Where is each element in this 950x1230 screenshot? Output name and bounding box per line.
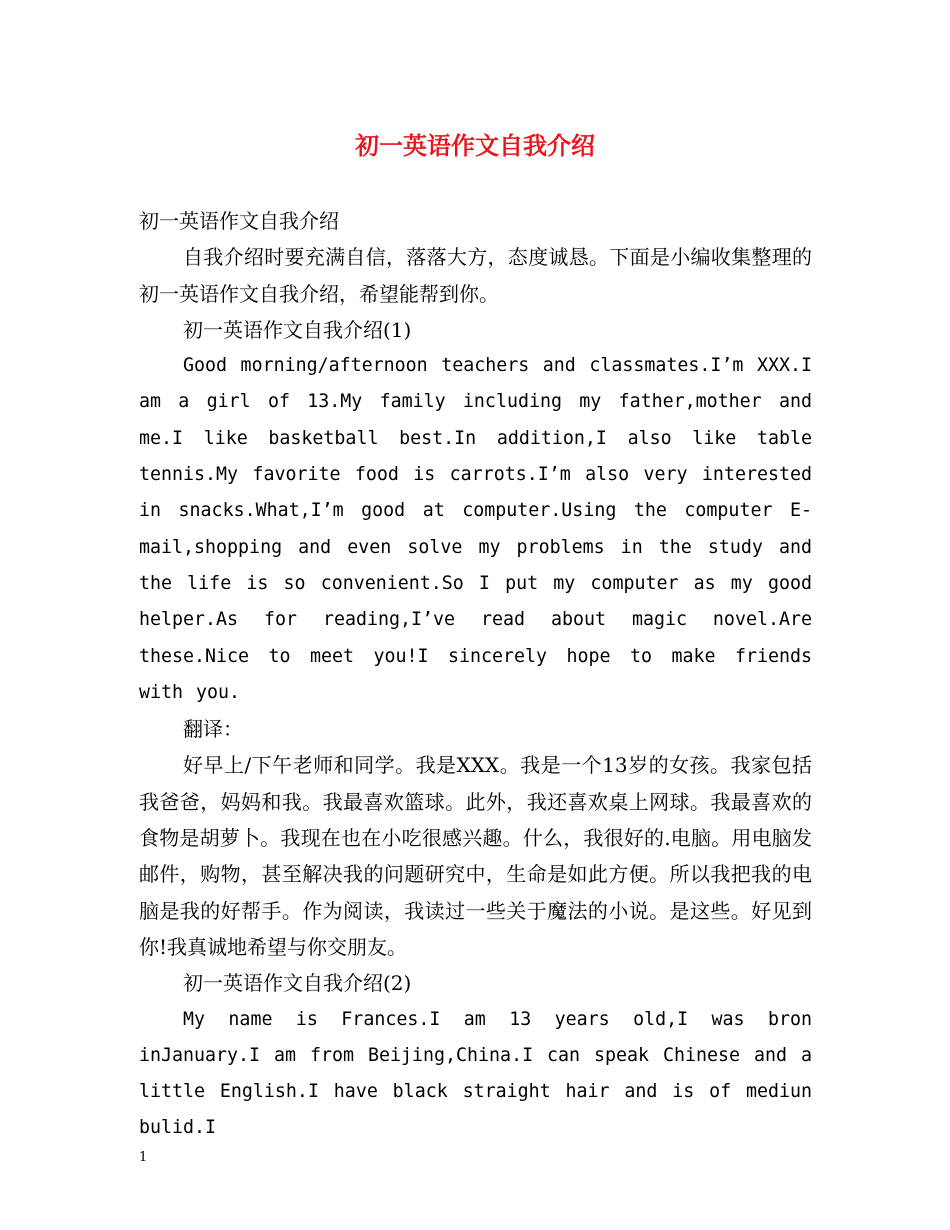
- essay-2-heading: 初一英语作文自我介绍(2): [183, 971, 412, 996]
- intro-heading: 初一英语作文自我介绍: [139, 209, 339, 233]
- translation-label: 翻译：: [183, 717, 243, 742]
- document-body: [139, 203, 812, 1147]
- document-title: 初一英语作文自我介绍: [355, 131, 595, 160]
- intro-paragraph: 自我介绍时要充满自信，落落大方，态度诚恳。下面是小编收集整理的初一英语作文自我介绍，希望能帮到你。: [139, 245, 812, 306]
- essay-1-english-text: Good morning/afternoon teachers and classmates.I’m XXX.I am a girl of 13.My family including my father,mother and me.I like basketball best.In addition,I also like table tennis.My favorite food is carrots.I’m also very interested in snacks.What,I’m good at computer.Using the computer E-mail,shopping and even solve my problems in the study and the life is so convenient.So I put my computer as my good helper.As for reading,I’ve read about magic novel.Are these.Nice to meet you!I sincerely hope to make friends with you.: [139, 355, 812, 703]
- page-number: 1: [139, 1150, 148, 1165]
- essay-1-heading: 初一英语作文自我介绍(1): [183, 317, 412, 342]
- essay-2-english-text: My name is Frances.I am 13 years old,I was bron inJanuary.I am from Beijing,China.I can speak Chinese and a little English.I have black straight hair and is of mediun bulid.I: [139, 1008, 812, 1139]
- essay-1-translation-text: 好早上/下午老师和同学。我是XXX。我是一个13岁的女孩。我家包括我爸爸，妈妈和我。我最喜欢篮球。此外，我还喜欢桌上网球。我最喜欢的食物是胡萝卜。我现在也在小吃很感兴趣。什么，我很好的.电脑。用电脑发邮件，购物，甚至解决我的问题研究中，生命是如此方便。所以我把我的电脑是我的好帮手。作为阅读，我读过一些关于魔法的小说。是这些。好见到你!我真诚地希望与你交朋友。: [139, 753, 812, 959]
